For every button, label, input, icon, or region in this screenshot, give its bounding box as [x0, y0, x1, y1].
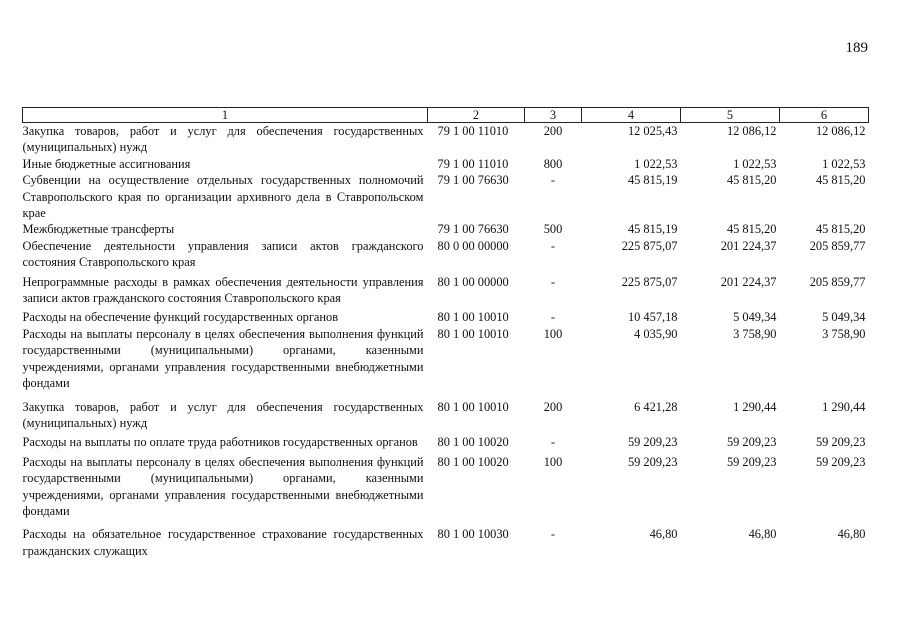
target-article-code: 80 0 00 00000: [437, 238, 509, 253]
expense-type-code: 100: [543, 326, 563, 341]
amount-col4: 10 457,18: [627, 310, 678, 325]
amount-col4: 59 209,23: [627, 454, 678, 469]
target-article-code: 80 1 00 00000: [437, 274, 509, 289]
amount-col4: 45 815,19: [627, 173, 678, 188]
amount-col6: 45 815,20: [815, 222, 866, 237]
table-row: [23, 519, 869, 559]
expense-name: Расходы на обязательное государственное страхование государственных гражданских служащих: [22, 527, 424, 558]
amount-col5: 1 022,53: [733, 156, 777, 171]
amount-col5: 59 209,23: [726, 435, 777, 450]
table-row: [23, 238, 869, 271]
table-row: [23, 451, 869, 520]
amount-col4: 6 421,28: [634, 399, 678, 414]
target-article-code: 79 1 00 76630: [437, 173, 509, 188]
column-header: 6: [780, 108, 869, 123]
target-article-code: 79 1 00 76630: [437, 222, 509, 237]
amount-col5: 46,80: [748, 527, 777, 542]
amount-col4: 4 035,90: [634, 326, 678, 341]
amount-col5: 201 224,37: [720, 238, 777, 253]
expense-name: Расходы на выплаты персоналу в целях обеспечения выполнения функций государственными (муниципальными) органами, казенными учреждениями, органами управления государственными внебюджетными фондами: [22, 326, 424, 391]
amount-col5: 12 086,12: [726, 124, 777, 138]
target-article-code: 79 1 00 11010: [437, 124, 509, 138]
expense-type-code: 800: [543, 156, 563, 171]
expense-type-code: -: [550, 310, 556, 325]
expense-type-code: 200: [543, 399, 563, 414]
table-row: [23, 431, 869, 450]
amount-col6: 1 022,53: [822, 156, 866, 171]
amount-col6: 5 049,34: [822, 310, 866, 325]
expense-type-code: 200: [543, 124, 563, 138]
budget-table: [22, 107, 869, 559]
target-article-code: 80 1 00 10010: [437, 326, 509, 341]
table-row: [23, 326, 869, 392]
amount-col4: 1 022,53: [634, 156, 678, 171]
target-article-code: 80 1 00 10030: [437, 527, 509, 542]
column-header: 3: [525, 108, 582, 123]
column-header: 4: [582, 108, 681, 123]
target-article-code: 80 1 00 10020: [437, 435, 509, 450]
target-article-code: 80 1 00 10010: [437, 310, 509, 325]
amount-col5: 5 049,34: [733, 310, 777, 325]
expense-name: Межбюджетные трансферты: [22, 222, 175, 237]
expense-name: Непрограммные расходы в рамках обеспечения деятельности управления записи актов гражданского состояния Ставропольского края: [22, 274, 424, 306]
expense-name: Закупка товаров, работ и услуг для обеспечения государственных (муниципальных) нужд: [22, 399, 424, 430]
expense-type-code: -: [550, 274, 556, 289]
expense-name: Иные бюджетные ассигнования: [22, 156, 191, 171]
column-header: 2: [428, 108, 525, 123]
amount-col4: 46,80: [649, 527, 678, 542]
expense-name: Обеспечение деятельности управления записи актов гражданского состояния Ставропольского края: [22, 238, 424, 270]
expense-name: Закупка товаров, работ и услуг для обеспечения государственных (муниципальных) нужд: [22, 124, 424, 155]
table-row: [23, 123, 869, 156]
target-article-code: 80 1 00 10010: [437, 399, 509, 414]
amount-col6: 205 859,77: [809, 238, 866, 253]
table-row: [23, 156, 869, 172]
table-row: [23, 392, 869, 432]
amount-col4: 12 025,43: [627, 124, 678, 138]
amount-col5: 201 224,37: [720, 274, 777, 289]
amount-col5: 1 290,44: [733, 399, 777, 414]
table-row: [23, 221, 869, 237]
table-header-row: [23, 108, 869, 123]
amount-col6: 46,80: [837, 527, 866, 542]
expense-type-code: -: [550, 238, 556, 253]
expense-type-code: -: [550, 527, 556, 542]
target-article-code: 79 1 00 11010: [437, 156, 509, 171]
amount-col6: 45 815,20: [815, 173, 866, 188]
column-header: 1: [23, 108, 428, 123]
amount-col6: 3 758,90: [822, 326, 866, 341]
amount-col6: 59 209,23: [815, 435, 866, 450]
amount-col6: 1 290,44: [822, 399, 866, 414]
amount-col6: 59 209,23: [815, 454, 866, 469]
amount-col5: 45 815,20: [726, 173, 777, 188]
expense-name: Субвенции на осуществление отдельных государственных полномочий Ставропольского края по организации архивного дела в Ставропольском крае: [22, 173, 424, 221]
column-header: 5: [681, 108, 780, 123]
amount-col4: 225 875,07: [621, 274, 678, 289]
table-row: [23, 271, 869, 307]
amount-col5: 3 758,90: [733, 326, 777, 341]
table-row: [23, 172, 869, 221]
amount-col6: 12 086,12: [815, 124, 866, 138]
amount-col4: 59 209,23: [627, 435, 678, 450]
expense-type-code: -: [550, 173, 556, 188]
amount-col4: 225 875,07: [621, 238, 678, 253]
expense-type-code: 100: [543, 454, 563, 469]
amount-col5: 45 815,20: [726, 222, 777, 237]
page-number: 189: [845, 40, 868, 56]
table-row: [23, 306, 869, 325]
expense-name: Расходы на выплаты персоналу в целях обеспечения выполнения функций государственными (муниципальными) органами, казенными учреждениями, органами управления государственными внебюджетными фондами: [22, 454, 424, 518]
expense-type-code: -: [550, 435, 556, 450]
amount-col6: 205 859,77: [809, 274, 866, 289]
expense-name: Расходы на выплаты по оплате труда работников государственных органов: [22, 435, 418, 450]
amount-col5: 59 209,23: [726, 454, 777, 469]
target-article-code: 80 1 00 10020: [437, 454, 509, 469]
expense-name: Расходы на обеспечение функций государственных органов: [22, 310, 339, 325]
expense-type-code: 500: [543, 222, 563, 237]
amount-col4: 45 815,19: [627, 222, 678, 237]
